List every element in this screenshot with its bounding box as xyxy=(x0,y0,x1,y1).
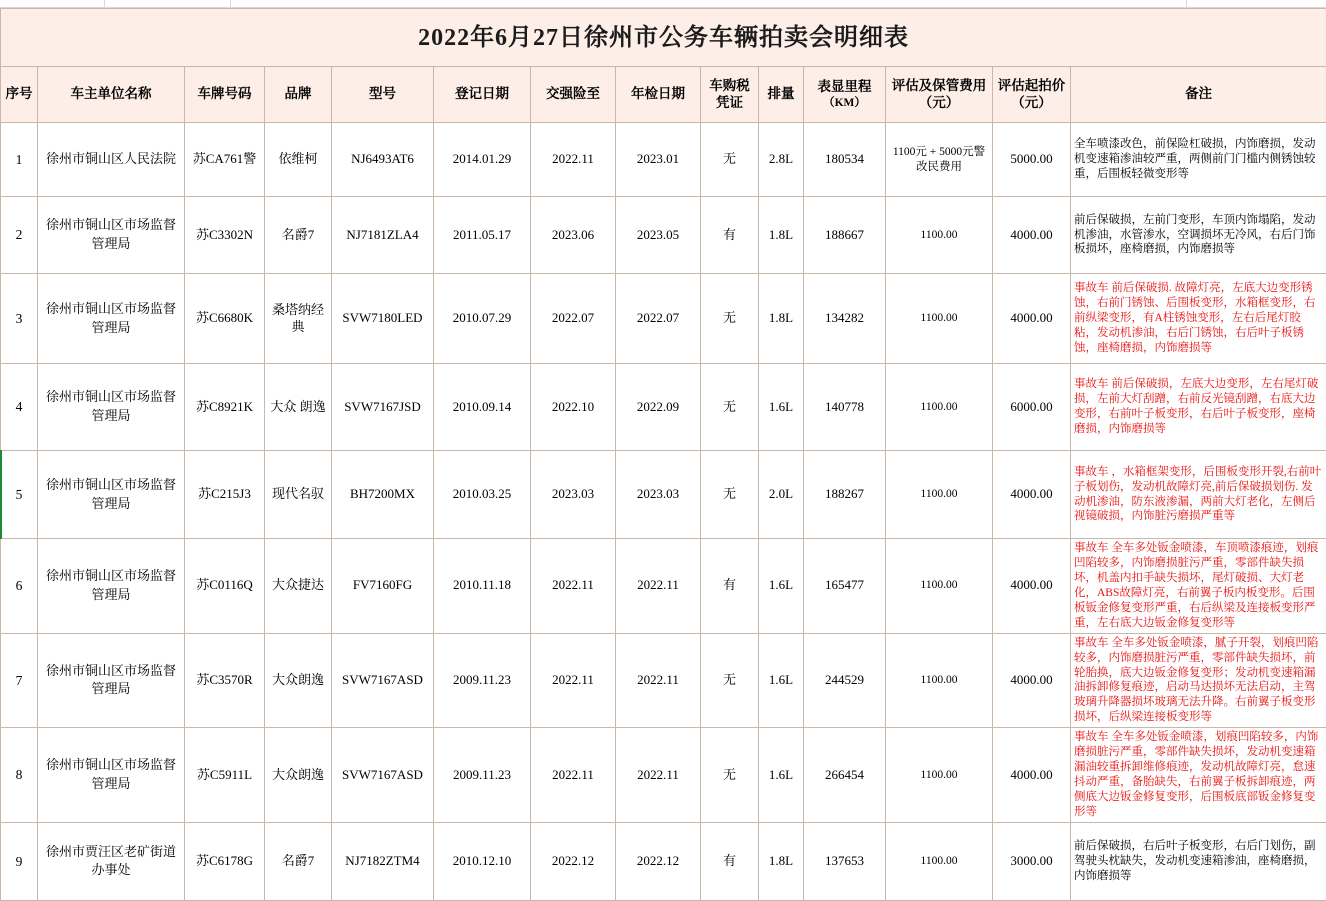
note-text: 前后保破损，右后叶子板变形，右后门划伤，副驾驶头枕缺失，发动机变速箱渗油，座椅磨损，内饰磨损等 xyxy=(1074,839,1323,884)
table-row[interactable] xyxy=(1,539,1326,634)
col-header-reg-date: 登记日期 xyxy=(434,67,531,123)
cell-plate: 苏C3570R xyxy=(185,633,265,728)
cell-insurance: 2022.10 xyxy=(531,364,616,451)
table-body xyxy=(1,123,1326,901)
spreadsheet-top-strip xyxy=(0,0,1326,8)
table-row[interactable] xyxy=(1,822,1326,900)
cell-note xyxy=(1071,451,1326,539)
cell-reg-date: 2010.09.14 xyxy=(434,364,531,451)
cell-inspection: 2023.05 xyxy=(616,197,701,274)
cell-note xyxy=(1071,123,1326,197)
cell-insurance: 2022.11 xyxy=(531,728,616,823)
cell-plate: 苏C8921K xyxy=(185,364,265,451)
cell-insurance: 2022.07 xyxy=(531,274,616,364)
auction-detail-sheet xyxy=(0,8,1326,901)
cell-fee: 1100.00 xyxy=(886,197,993,274)
table-row[interactable] xyxy=(1,728,1326,823)
cell-tax-cert: 无 xyxy=(701,364,759,451)
cell-displacement: 2.8L xyxy=(759,123,804,197)
cell-plate: 苏C6178G xyxy=(185,822,265,900)
cell-model: SVW7167JSD xyxy=(332,364,434,451)
cell-displacement: 1.6L xyxy=(759,633,804,728)
cell-note xyxy=(1071,822,1326,900)
cell-owner: 徐州市铜山区人民法院 xyxy=(38,123,185,197)
cell-model: BH7200MX xyxy=(332,451,434,539)
cell-owner: 徐州市铜山区市场监督管理局 xyxy=(38,539,185,634)
cell-insurance: 2023.03 xyxy=(531,451,616,539)
cell-owner: 徐州市铜山区市场监督管理局 xyxy=(38,633,185,728)
cell-mileage: 137653 xyxy=(804,822,886,900)
cell-model: SVW7180LED xyxy=(332,274,434,364)
col-header-plate: 车牌号码 xyxy=(185,67,265,123)
col-header-start-price: 评估起拍价（元） xyxy=(993,67,1071,123)
cell-tax-cert: 无 xyxy=(701,633,759,728)
col-header-displacement: 排量 xyxy=(759,67,804,123)
cell-mileage: 165477 xyxy=(804,539,886,634)
cell-inspection: 2022.07 xyxy=(616,274,701,364)
cell-displacement: 2.0L xyxy=(759,451,804,539)
cell-model: SVW7167ASD xyxy=(332,633,434,728)
col-header-index: 序号 xyxy=(1,67,38,123)
cell-inspection: 2022.12 xyxy=(616,822,701,900)
table-header-row xyxy=(1,67,1326,123)
cell-index: 3 xyxy=(1,274,38,364)
cell-index: 2 xyxy=(1,197,38,274)
col-header-brand: 品牌 xyxy=(265,67,332,123)
cell-index: 1 xyxy=(1,123,38,197)
cell-displacement: 1.8L xyxy=(759,822,804,900)
cell-mileage: 266454 xyxy=(804,728,886,823)
cell-start-price: 4000.00 xyxy=(993,633,1071,728)
cell-index: 4 xyxy=(1,364,38,451)
note-text: 全车喷漆改色，前保险杠破损，内饰磨损，发动机变速箱渗油较严重，两侧前门门槛内侧锈蚀较重，后围板轻微变形等 xyxy=(1074,137,1323,182)
cell-tax-cert: 有 xyxy=(701,539,759,634)
cell-start-price: 5000.00 xyxy=(993,123,1071,197)
cell-brand: 大众朗逸 xyxy=(265,633,332,728)
col-header-mileage: 表显里程 （KM） xyxy=(804,67,886,123)
cell-insurance: 2022.12 xyxy=(531,822,616,900)
cell-owner: 徐州市铜山区市场监督管理局 xyxy=(38,197,185,274)
cell-inspection: 2022.11 xyxy=(616,539,701,634)
cell-displacement: 1.6L xyxy=(759,539,804,634)
col-header-tax-cert: 车购税凭证 xyxy=(701,67,759,123)
cell-plate: 苏C0116Q xyxy=(185,539,265,634)
auction-table xyxy=(0,8,1326,901)
cell-insurance: 2022.11 xyxy=(531,539,616,634)
cell-inspection: 2022.11 xyxy=(616,728,701,823)
col-header-note: 备注 xyxy=(1071,67,1326,123)
note-text: 事故车 全车多处钣金喷漆，车顶喷漆痕迹，划痕凹陷较多，内饰磨损脏污严重，零部件缺失损坏，机盖内扣手缺失损坏，尾灯破损、大灯老化，ABS故障灯亮，右前翼子板内板变形。后围板钣金修复变形严重，右后纵梁及连接板变形严重，左右底大边钣金修复变形等 xyxy=(1074,541,1323,631)
cell-start-price: 3000.00 xyxy=(993,822,1071,900)
cell-mileage: 244529 xyxy=(804,633,886,728)
cell-brand: 名爵7 xyxy=(265,197,332,274)
cell-fee: 1100.00 xyxy=(886,451,993,539)
cell-note xyxy=(1071,197,1326,274)
cell-reg-date: 2010.11.18 xyxy=(434,539,531,634)
cell-plate: 苏C6680K xyxy=(185,274,265,364)
cell-plate: 苏CA761警 xyxy=(185,123,265,197)
cell-model: NJ7181ZLA4 xyxy=(332,197,434,274)
cell-reg-date: 2010.07.29 xyxy=(434,274,531,364)
table-row[interactable] xyxy=(1,274,1326,364)
cell-model: FV7160FG xyxy=(332,539,434,634)
cell-owner: 徐州市铜山区市场监督管理局 xyxy=(38,364,185,451)
cell-brand: 大众捷达 xyxy=(265,539,332,634)
cell-brand: 大众朗逸 xyxy=(265,728,332,823)
cell-plate: 苏C3302N xyxy=(185,197,265,274)
cell-note xyxy=(1071,728,1326,823)
cell-index: 7 xyxy=(1,633,38,728)
cell-fee: 1100元 + 5000元警改民费用 xyxy=(886,123,993,197)
cell-mileage: 140778 xyxy=(804,364,886,451)
cell-start-price: 4000.00 xyxy=(993,197,1071,274)
cell-tax-cert: 无 xyxy=(701,274,759,364)
note-text: 事故车 ，水箱框架变形，后围板变形开裂,右前叶子板划伤，发动机故障灯亮,前后保破损划伤. 发动机渗油，防东液渗漏，两前大灯老化，左侧后视镜破损，内饰脏污磨损严重等 xyxy=(1074,465,1323,525)
table-row[interactable] xyxy=(1,633,1326,728)
cell-model: NJ6493AT6 xyxy=(332,123,434,197)
cell-displacement: 1.8L xyxy=(759,197,804,274)
cell-reg-date: 2009.11.23 xyxy=(434,633,531,728)
cell-note xyxy=(1071,633,1326,728)
cell-displacement: 1.6L xyxy=(759,364,804,451)
cell-brand: 现代名驭 xyxy=(265,451,332,539)
cell-insurance: 2022.11 xyxy=(531,633,616,728)
note-text: 前后保破损，左前门变形，车顶内饰塌陷，发动机渗油，水管渗水，空调损坏无冷风，右后门饰板损坏，座椅磨损，内饰磨损等 xyxy=(1074,213,1323,258)
cell-tax-cert: 无 xyxy=(701,451,759,539)
cell-brand: 大众 朗逸 xyxy=(265,364,332,451)
col-header-inspection: 年检日期 xyxy=(616,67,701,123)
cell-inspection: 2023.01 xyxy=(616,123,701,197)
sheet-title-cell xyxy=(1,9,1326,67)
cell-reg-date: 2010.12.10 xyxy=(434,822,531,900)
cell-reg-date: 2014.01.29 xyxy=(434,123,531,197)
cell-index: 5 xyxy=(1,451,38,539)
note-text: 事故车 全车多处钣金喷漆，划痕凹陷较多，内饰磨损脏污严重，零部件缺失损坏，发动机变速箱漏油较重拆卸维修痕迹，发动机故障灯亮，怠速抖动严重，备胎缺失，右前翼子板拆卸痕迹，两侧底大边钣金修复变形，后围板底部钣金修复变形等 xyxy=(1074,730,1323,820)
cell-tax-cert: 有 xyxy=(701,197,759,274)
cell-mileage: 134282 xyxy=(804,274,886,364)
cell-reg-date: 2010.03.25 xyxy=(434,451,531,539)
cell-note xyxy=(1071,364,1326,451)
cell-displacement: 1.6L xyxy=(759,728,804,823)
cell-inspection: 2023.03 xyxy=(616,451,701,539)
cell-note xyxy=(1071,274,1326,364)
table-row[interactable] xyxy=(1,451,1326,539)
cell-brand: 名爵7 xyxy=(265,822,332,900)
cell-tax-cert: 有 xyxy=(701,822,759,900)
cell-tax-cert: 无 xyxy=(701,123,759,197)
cell-fee: 1100.00 xyxy=(886,539,993,634)
cell-index: 6 xyxy=(1,539,38,634)
cell-owner: 徐州市铜山区市场监督管理局 xyxy=(38,728,185,823)
cell-model: SVW7167ASD xyxy=(332,728,434,823)
cell-fee: 1100.00 xyxy=(886,633,993,728)
cell-inspection: 2022.11 xyxy=(616,633,701,728)
cell-owner: 徐州市贾汪区老矿街道办事处 xyxy=(38,822,185,900)
table-row[interactable] xyxy=(1,123,1326,197)
title-row xyxy=(1,9,1326,67)
col-header-model: 型号 xyxy=(332,67,434,123)
cell-note xyxy=(1071,539,1326,634)
cell-mileage: 188267 xyxy=(804,451,886,539)
cell-plate: 苏C215J3 xyxy=(185,451,265,539)
cell-brand: 桑塔纳经典 xyxy=(265,274,332,364)
cell-brand: 依维柯 xyxy=(265,123,332,197)
cell-index: 9 xyxy=(1,822,38,900)
cell-fee: 1100.00 xyxy=(886,364,993,451)
col-header-owner: 车主单位名称 xyxy=(38,67,185,123)
table-row[interactable] xyxy=(1,197,1326,274)
cell-index: 8 xyxy=(1,728,38,823)
cell-owner: 徐州市铜山区市场监督管理局 xyxy=(38,451,185,539)
cell-start-price: 4000.00 xyxy=(993,539,1071,634)
cell-displacement: 1.8L xyxy=(759,274,804,364)
cell-start-price: 4000.00 xyxy=(993,274,1071,364)
cell-start-price: 4000.00 xyxy=(993,728,1071,823)
cell-plate: 苏C5911L xyxy=(185,728,265,823)
col-header-insurance: 交强险至 xyxy=(531,67,616,123)
cell-insurance: 2022.11 xyxy=(531,123,616,197)
cell-start-price: 4000.00 xyxy=(993,451,1071,539)
cell-inspection: 2022.09 xyxy=(616,364,701,451)
cell-owner: 徐州市铜山区市场监督管理局 xyxy=(38,274,185,364)
note-text: 事故车 全车多处钣金喷漆，腻子开裂，划痕凹陷较多，内饰磨损脏污严重，零部件缺失损坏，前轮胎换，底大边钣金修复变形；发动机变速箱漏油拆卸修复痕迹，启动马达损坏无法启动，主驾玻璃升降器损坏玻璃无法升降。右前翼子板变形损坏，后纵梁连接板变形等 xyxy=(1074,636,1323,726)
cell-reg-date: 2011.05.17 xyxy=(434,197,531,274)
col-header-fee: 评估及保管费用（元） xyxy=(886,67,993,123)
cell-reg-date: 2009.11.23 xyxy=(434,728,531,823)
note-text: 事故车 前后保破损. 故障灯亮，左底大边变形锈蚀，右前门锈蚀、后围板变形，水箱框变形，右前纵梁变形，有A柱锈蚀变形，左右后尾灯胶粘，发动机渗油，右后门锈蚀，右后叶子板锈蚀，座椅磨损，内饰磨损等 xyxy=(1074,281,1323,356)
note-text: 事故车 前后保破损，左底大边变形，左右尾灯破损，左前大灯刮蹭，右前反光镜刮蹭，右底大边变形，右前叶子板变形，右后叶子板变形，座椅磨损，内饰磨损等 xyxy=(1074,377,1323,437)
cell-tax-cert: 无 xyxy=(701,728,759,823)
cell-fee: 1100.00 xyxy=(886,274,993,364)
page-title: 2022年6月27日徐州市公务车辆拍卖会明细表 xyxy=(418,25,909,51)
cell-fee: 1100.00 xyxy=(886,728,993,823)
cell-insurance: 2023.06 xyxy=(531,197,616,274)
cell-mileage: 188667 xyxy=(804,197,886,274)
cell-model: NJ7182ZTM4 xyxy=(332,822,434,900)
cell-start-price: 6000.00 xyxy=(993,364,1071,451)
table-row[interactable] xyxy=(1,364,1326,451)
cell-mileage: 180534 xyxy=(804,123,886,197)
cell-fee: 1100.00 xyxy=(886,822,993,900)
